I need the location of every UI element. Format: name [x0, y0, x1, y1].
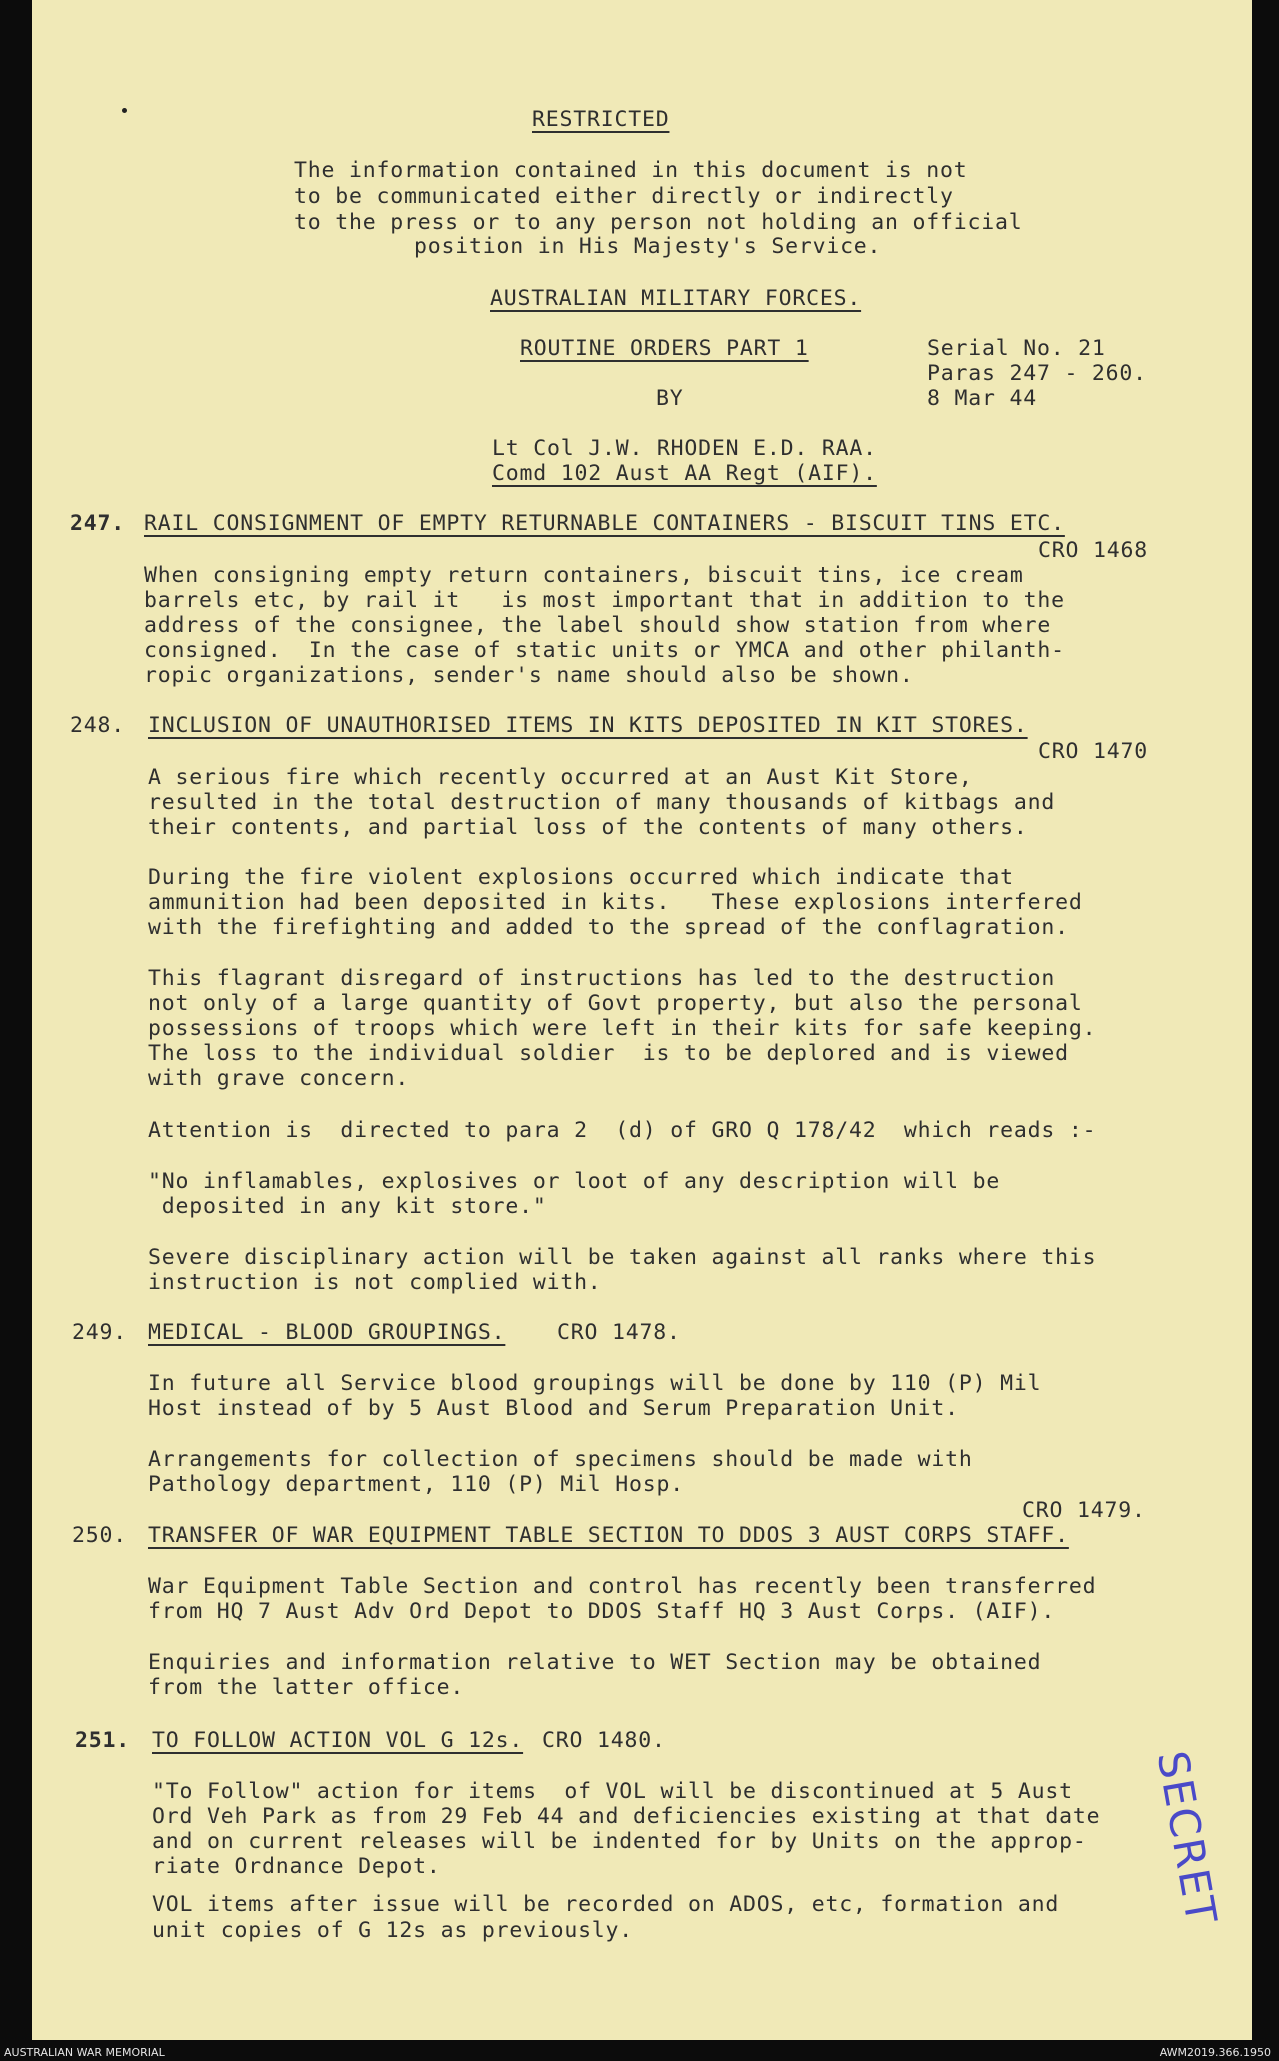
body-line: from HQ 7 Aust Adv Ord Depot to DDOS Staff HQ 3 Aust Corps. (AIF). [148, 1599, 1056, 1624]
body-line: A serious fire which recently occurred at an Aust Kit Store, [148, 765, 973, 790]
body-line: with the firefighting and added to the spread of the conflagration. [148, 915, 1069, 940]
body-line: Ord Veh Park as from 29 Feb 44 and deficiencies existing at that date [152, 1804, 1101, 1829]
body-line: their contents, and partial loss of the contents of many others. [148, 815, 1028, 840]
body-line: from the latter office. [148, 1675, 465, 1700]
quote-line: deposited in any kit store." [148, 1194, 547, 1219]
cro-reference: CRO 1479. [1022, 1498, 1146, 1523]
body-line: ammunition had been deposited in kits. These explosions interfered [148, 890, 1083, 915]
para-number: 247. [70, 511, 125, 536]
body-line: In future all Service blood groupings will be done by 110 (P) Mil [148, 1371, 1042, 1396]
cro-reference: CRO 1478. [557, 1320, 681, 1345]
body-line: riate Ordnance Depot. [152, 1854, 441, 1879]
body-line: with grave concern. [148, 1066, 410, 1091]
para-heading: TRANSFER OF WAR EQUIPMENT TABLE SECTION TO DDOS 3 AUST CORPS STAFF. [148, 1523, 1069, 1548]
body-line: unit copies of G 12s as previously. [152, 1918, 634, 1943]
caveat-line: The information contained in this document is not [294, 158, 968, 183]
body-line: Enquiries and information relative to WET Section may be obtained [148, 1650, 1042, 1675]
body-line: instruction is not complied with. [148, 1270, 602, 1295]
forces-title: AUSTRALIAN MILITARY FORCES. [490, 286, 862, 311]
document-page [32, 0, 1252, 2040]
cro-reference: CRO 1468 [1038, 538, 1148, 563]
routine-orders-title: ROUTINE ORDERS PART 1 [520, 336, 809, 361]
body-line: consigned. In the case of static units or YMCA and other philanth- [144, 638, 1065, 663]
body-line: During the fire violent explosions occurred which indicate that [148, 865, 1014, 890]
body-line: "To Follow" action for items of VOL will be discontinued at 5 Aust [152, 1779, 1073, 1804]
para-number: 249. [72, 1320, 127, 1345]
cro-reference: CRO 1480. [542, 1728, 666, 1753]
para-number: 251. [75, 1728, 130, 1753]
body-line: Severe disciplinary action will be taken against all ranks where this [148, 1245, 1097, 1270]
body-line: Attention is directed to para 2 (d) of GRO Q 178/42 which reads :- [148, 1118, 1097, 1143]
footer-institution: AUSTRALIAN WAR MEMORIAL [4, 2046, 165, 2059]
body-line: and on current releases will be indented for by Units on the approp- [152, 1829, 1087, 1854]
secret-stamp: SECRET [1147, 1747, 1227, 1930]
order-date: 8 Mar 44 [927, 386, 1037, 411]
para-heading: RAIL CONSIGNMENT OF EMPTY RETURNABLE CONTAINERS - BISCUIT TINS ETC. [144, 511, 1065, 536]
issuer-unit: Comd 102 Aust AA Regt (AIF). [492, 461, 877, 486]
footer-bar [0, 2044, 1279, 2061]
para-heading: TO FOLLOW ACTION VOL G 12s. [152, 1728, 524, 1753]
body-line: ropic organizations, sender's name should also be shown. [144, 663, 914, 688]
quote-line: "No inflamables, explosives or loot of any description will be [148, 1169, 1001, 1194]
issuer-name: Lt Col J.W. RHODEN E.D. RAA. [492, 436, 877, 461]
caveat-line: position in His Majesty's Service. [414, 234, 882, 259]
para-number: 250. [72, 1523, 127, 1548]
body-line: VOL items after issue will be recorded on ADOS, etc, formation and [152, 1892, 1060, 1917]
classification-heading: RESTRICTED [532, 107, 670, 132]
paras-range: Paras 247 - 260. [927, 361, 1147, 386]
body-line: This flagrant disregard of instructions has led to the destruction [148, 966, 1056, 991]
body-line: Pathology department, 110 (P) Mil Hosp. [148, 1472, 685, 1497]
body-line: War Equipment Table Section and control has recently been transferred [148, 1574, 1097, 1599]
body-line: not only of a large quantity of Govt property, but also the personal [148, 991, 1083, 1016]
by-label: BY [656, 386, 684, 411]
footer-accession-id: AWM2019.366.1950 [1159, 2046, 1271, 2059]
ink-speck [122, 108, 127, 113]
para-number: 248. [70, 713, 125, 738]
cro-reference: CRO 1470 [1038, 739, 1148, 764]
body-line: Host instead of by 5 Aust Blood and Serum Preparation Unit. [148, 1396, 959, 1421]
serial-number: Serial No. 21 [927, 336, 1106, 361]
para-heading: INCLUSION OF UNAUTHORISED ITEMS IN KITS DEPOSITED IN KIT STORES. [148, 713, 1028, 738]
para-heading: MEDICAL - BLOOD GROUPINGS. [148, 1320, 506, 1345]
body-line: resulted in the total destruction of many thousands of kitbags and [148, 790, 1056, 815]
caveat-line: to be communicated either directly or indirectly [294, 184, 954, 209]
body-line: possessions of troops which were left in their kits for safe keeping. [148, 1016, 1097, 1041]
caveat-line: to the press or to any person not holding an official [294, 210, 1023, 235]
body-line: When consigning empty return containers, biscuit tins, ice cream [144, 563, 1024, 588]
body-line: address of the consignee, the label should show station from where [144, 613, 1052, 638]
body-line: barrels etc, by rail it is most important that in addition to the [144, 588, 1065, 613]
body-line: Arrangements for collection of specimens should be made with [148, 1447, 973, 1472]
body-line: The loss to the individual soldier is to be deplored and is viewed [148, 1041, 1069, 1066]
